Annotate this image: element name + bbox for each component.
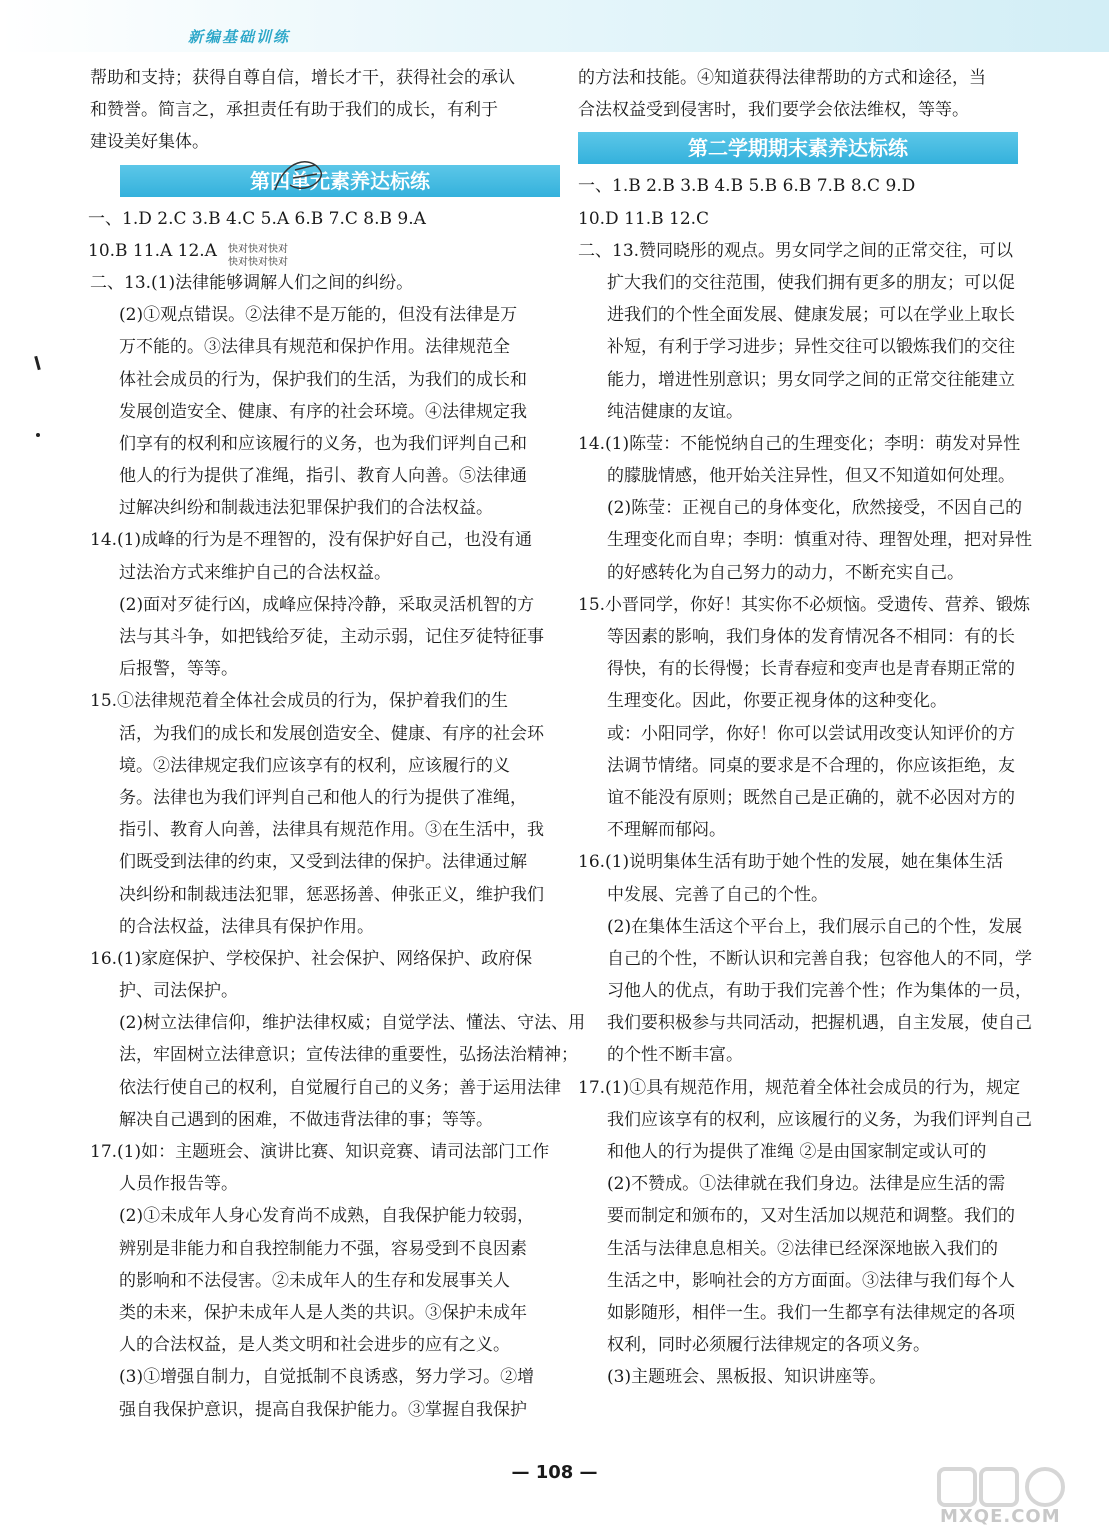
pen-doodle-icon xyxy=(265,150,335,210)
text-line: 万不能的。③法律具有规范和保护作用。法律规范全 xyxy=(119,337,510,358)
text-line: 发展创造安全、健康、有序的社会环境。④法律规定我 xyxy=(119,401,527,422)
answers-row-1: 一、1.D 2.C 3.B 4.C 5.A 6.B 7.C 8.B 9.A xyxy=(88,208,426,229)
answer-q15 xyxy=(90,685,544,943)
text-line: 纯洁健康的友谊。 xyxy=(607,401,743,422)
text-line: 得快，有的长得慢；长青春痘和变声也是青春期正常的 xyxy=(607,659,1015,680)
text-line: 我们要积极参与共同活动，把握机遇，自主发展，使自己 xyxy=(607,1013,1032,1034)
text-line: 解决自己遇到的困难，不做违背法律的事；等等。 xyxy=(119,1109,493,1130)
text-line: 的影响和不法侵害。②未成年人的生存和发展事关人 xyxy=(119,1270,510,1291)
text-line: (2)面对歹徒行凶，成峰应保持冷静，采取灵活机智的方 xyxy=(119,594,535,615)
text-line: 的合法权益，法律具有保护作用。 xyxy=(119,916,374,937)
text-line: 人员作报告等。 xyxy=(119,1174,238,1195)
text-line: 法调节情绪。同桌的要求是不合理的，你应该拒绝，友 xyxy=(607,755,1015,776)
text-line: 二、13.赞同晓彤的观点。男女同学之间的正常交往，可以 xyxy=(578,240,1014,261)
scribble-line: 快对快对快对 xyxy=(228,244,288,255)
text-line: 境。②法律规定我们应该享有的权利，应该履行的义 xyxy=(119,755,510,776)
text-line: 17.(1)如：主题班会、演讲比赛、知识竞赛、请司法部门工作 xyxy=(90,1142,550,1162)
answer-q14 xyxy=(90,524,544,685)
text-line: 法与其斗争，如把钱给歹徒，主动示弱，记住歹徒特征事 xyxy=(119,627,544,647)
ink-mark xyxy=(34,356,41,370)
text-line: 和赞誉。简言之，承担责任有助于我们的成长，有利于 xyxy=(90,100,498,121)
text-line: 习他人的优点，有助于我们完善个性；作为集体的一员， xyxy=(607,981,1032,1002)
text-line: (3)主题班会、黑板报、知识讲座等。 xyxy=(607,1367,887,1388)
answer-q16 xyxy=(578,846,1032,1071)
text-line: 生理变化而自卑；李明：慎重对待、理智处理，把对异性 xyxy=(607,530,1032,551)
text-line: 权利，同时必须履行法律规定的各项义务。 xyxy=(607,1335,930,1356)
text-line: 决纠纷和制裁违法犯罪，惩恶扬善、伸张正义，维护我们 xyxy=(119,884,544,905)
answer-q15 xyxy=(578,589,1031,847)
text-line: 们既受到法律的约束，又受到法律的保护。法律通过解 xyxy=(119,852,527,873)
text-line: 14.(1)陈莹：不能悦纳自己的生理变化；李明：萌发对异性 xyxy=(578,433,1021,454)
running-header-title: 新编基础训练 xyxy=(188,28,291,46)
text-line: 中发展、完善了自己的个性。 xyxy=(607,884,828,905)
text-line: 过法治方式来维护自己的合法权益。 xyxy=(119,562,391,583)
text-line: 们享有的权利和应该履行的义务，也为我们评判自己和 xyxy=(119,433,527,454)
text-line: 15.小晋同学，你好！其实你不必烦恼。受遗传、营养、锻炼 xyxy=(578,594,1031,615)
text-line: 依法行使自己的权利，自觉履行自己的义务；善于运用法律 xyxy=(119,1077,561,1098)
text-line: 建设美好集体。 xyxy=(90,132,209,153)
text-line: 生活之中，影响社会的方方面面。③法律与我们每个人 xyxy=(607,1270,1015,1291)
answers-row-2: 10.B 11.A 12.A xyxy=(88,240,217,261)
text-line: 15.①法律规范着全体社会成员的行为，保护着我们的生 xyxy=(90,691,509,712)
text-line: (2)在集体生活这个平台上，我们展示自己的个性，发展 xyxy=(607,916,1023,937)
text-line: 指引、教育人向善，法律具有规范作用。③在生活中，我 xyxy=(119,820,544,841)
answer-q14 xyxy=(578,428,1032,589)
text-line: 16.(1)说明集体生活有助于她个性的发展，她在集体生活 xyxy=(578,852,1004,873)
handwritten-scribble xyxy=(228,243,288,269)
answer-q17 xyxy=(578,1072,1032,1394)
text-line: 务。法律也为我们评判自己和他人的行为提供了准绳， xyxy=(119,787,527,808)
text-line: 法，牢固树立法律意识；宣传法律的重要性，弘扬法治精神； xyxy=(119,1045,578,1066)
scribble-line: 快对快对快对 xyxy=(228,257,288,268)
page-number: — 108 — xyxy=(511,1462,598,1483)
answers-row-2: 10.D 11.B 12.C xyxy=(578,208,710,229)
text-line: (2)不赞成。①法律就在我们身边。法律是应生活的需 xyxy=(607,1174,1006,1195)
text-line: 自己的个性，不断认识和完善自我；包容他人的不同，学 xyxy=(607,948,1032,969)
text-line: 和他人的行为提供了准绳 ②是由国家制定或认可的 xyxy=(607,1142,987,1162)
answer-q13 xyxy=(90,267,530,525)
text-line: (2)树立法律信仰，维护法律权威；自觉学法、懂法、守法、用 xyxy=(119,1013,586,1034)
text-line: (2)①未成年人身心发育尚不成熟，自我保护能力较弱， xyxy=(119,1206,535,1227)
text-line: 16.(1)家庭保护、学校保护、社会保护、网络保护、政府保 xyxy=(90,948,533,969)
text-line: 二、13.(1)法律能够调解人们之间的纠纷。 xyxy=(90,272,414,293)
text-line: 类的未来，保护未成年人是人类的共识。③保护未成年 xyxy=(119,1302,527,1323)
text-line: 活，为我们的成长和发展创造安全、健康、有序的社会环 xyxy=(119,723,544,744)
text-line: 的方法和技能。④知道获得法律帮助的方式和途径，当 xyxy=(578,68,986,88)
section-title-unit4: 第四单元素养达标练 xyxy=(120,165,560,197)
text-line: 的朦胧情感，他开始关注异性，但又不知道如何处理。 xyxy=(607,466,1015,487)
answers-row-1: 一、1.B 2.B 3.B 4.B 5.B 6.B 7.B 8.C 9.D xyxy=(578,176,916,197)
right-intro xyxy=(578,62,1018,126)
section-title-final: 第二学期期末素养达标练 xyxy=(578,132,1018,164)
text-line: 他人的行为提供了准绳，指引、教育人向善。⑤法律通 xyxy=(119,466,527,487)
right-column xyxy=(578,62,1032,1394)
text-line: (2)陈莹：正视自己的身体变化，欣然接受，不因自己的 xyxy=(607,498,1023,519)
text-line: 不理解而郁闷。 xyxy=(607,820,726,841)
text-line: (2)①观点错误。②法律不是万能的，但没有法律是万 xyxy=(119,305,518,326)
text-line: 谊不能没有原则；既然自己是正确的，就不必因对方的 xyxy=(607,787,1015,808)
text-line: 14.(1)成峰的行为是不理智的，没有保护好自己，也没有通 xyxy=(90,530,533,551)
text-line: 如影随形，相伴一生。我们一生都享有法律规定的各项 xyxy=(607,1302,1015,1323)
text-line: 17.(1)①具有规范作用，规范着全体社会成员的行为，规定 xyxy=(578,1077,1021,1098)
ink-dot xyxy=(36,433,40,437)
text-line: 后报警，等等。 xyxy=(119,659,238,680)
answer-q17 xyxy=(90,1136,550,1426)
text-line: 护、司法保护。 xyxy=(119,981,238,1002)
text-line: 合法权益受到侵害时，我们要学会依法维权，等等。 xyxy=(578,100,969,121)
watermark-text: MXQE.COM xyxy=(940,1506,1061,1527)
text-line: 的好感转化为自己努力的动力，不断充实自己。 xyxy=(607,562,964,583)
answer-q16 xyxy=(90,943,586,1136)
text-line: 等因素的影响，我们身体的发育情况各不相同：有的长 xyxy=(607,627,1015,647)
left-intro xyxy=(90,62,530,159)
text-line: 过解决纠纷和制裁违法犯罪保护我们的合法权益。 xyxy=(119,498,493,519)
text-line: 或：小阳同学，你好！你可以尝试用改变认知评价的方 xyxy=(607,723,1015,744)
text-line: 能力，增进性别意识；男女同学之间的正常交往能建立 xyxy=(607,369,1015,390)
left-column xyxy=(88,62,586,1426)
text-line: (3)①增强自制力，自觉抵制不良诱惑，努力学习。②增 xyxy=(119,1367,535,1388)
answer-q13 xyxy=(578,235,1018,428)
text-line: 的个性不断丰富。 xyxy=(607,1045,743,1066)
text-line: 生活与法律息息相关。②法律已经深深地嵌入我们的 xyxy=(607,1238,998,1259)
header-band xyxy=(0,0,1109,52)
text-line: 进我们的个性全面发展、健康发展；可以在学业上取长 xyxy=(607,305,1015,326)
text-line: 辨别是非能力和自我控制能力不强，容易受到不良因素 xyxy=(119,1238,527,1259)
text-line: 扩大我们的交往范围，使我们拥有更多的朋友；可以促 xyxy=(607,272,1015,293)
text-line: 补短，有利于学习进步；异性交往可以锻炼我们的交往 xyxy=(607,337,1015,358)
text-line: 生理变化。因此，你要正视身体的这种变化。 xyxy=(607,691,947,712)
text-line: 体社会成员的行为，保护我们的生活，为我们的成长和 xyxy=(119,369,527,390)
text-line: 人的合法权益，是人类文明和社会进步的应有之义。 xyxy=(119,1335,510,1356)
text-line: 要而制定和颁布的，又对生活加以规范和调整。我们的 xyxy=(607,1206,1015,1227)
text-line: 强自我保护意识，提高自我保护能力。③掌握自我保护 xyxy=(119,1399,527,1420)
text-line: 帮助和支持；获得自尊自信，增长才干，获得社会的承认 xyxy=(90,68,515,88)
text-line: 我们应该享有的权利，应该履行的义务，为我们评判自己 xyxy=(607,1109,1032,1130)
